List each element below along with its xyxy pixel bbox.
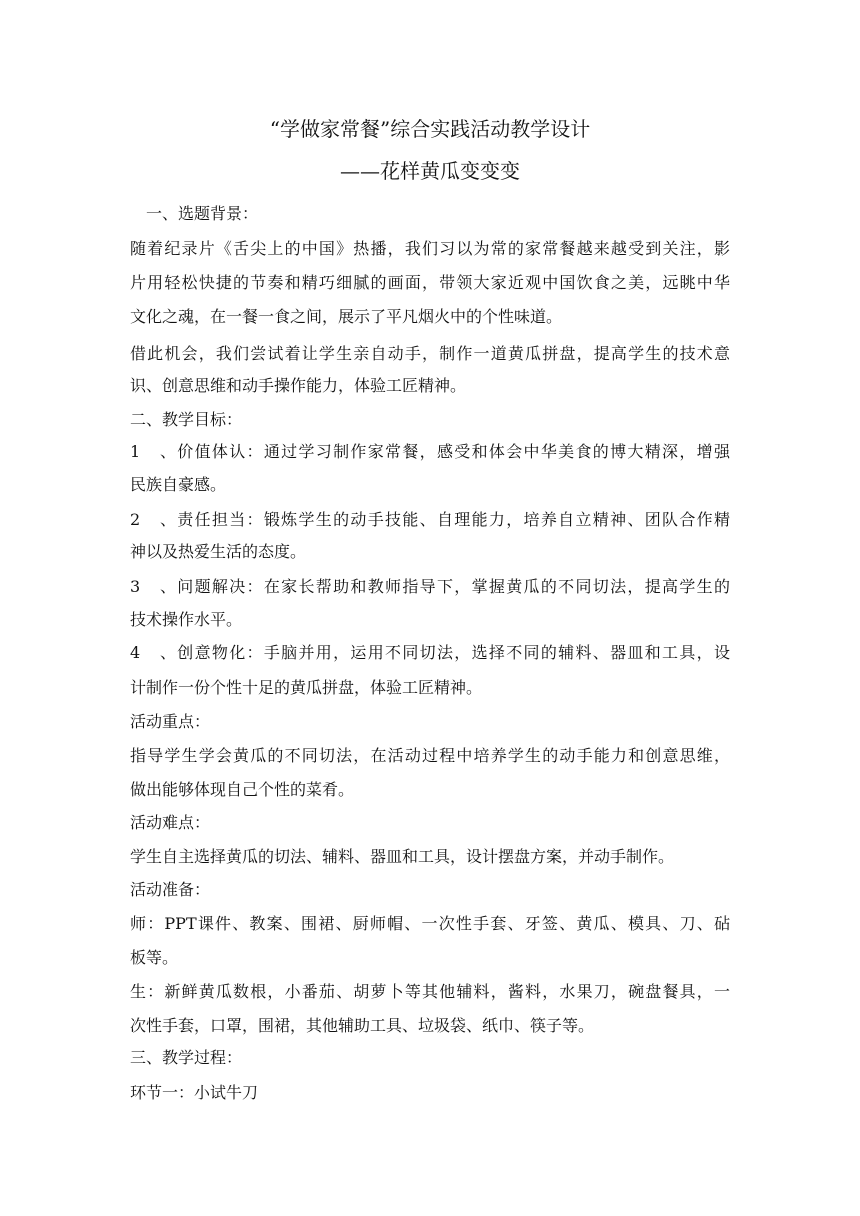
paragraph-line: 生：新鲜黄瓜数根，小番茄、胡萝卜等其他辅料，酱料，水果刀，碗盘餐具，一 xyxy=(130,982,730,1001)
goal-text: 价值体认：通过学习制作家常餐，感受和体会中华美食的博大精深，增强 xyxy=(176,442,730,461)
section-heading-goals: 二、教学目标： xyxy=(130,410,243,429)
heading-preparation: 活动准备： xyxy=(130,880,211,899)
paragraph-line: 次性手套，口罩，围裙，其他辅助工具、垃圾袋、纸巾、筷子等。 xyxy=(130,1016,595,1035)
goal-text: 创意物化：手脑并用，运用不同切法，选择不同的辅料、器皿和工具，设 xyxy=(176,643,730,662)
paragraph-line: 指导学生学会黄瓜的不同切法，在活动过程中培养学生的动手能力和创意思维， xyxy=(130,746,730,765)
document-subtitle: ——花样黄瓜变变变 xyxy=(340,159,520,183)
paragraph-line: 片用轻松快捷的节奏和精巧细腻的画面，带领大家近观中国饮食之美，远眺中华 xyxy=(130,273,730,292)
section-heading-process: 三、教学过程： xyxy=(130,1048,243,1067)
heading-key-points: 活动重点： xyxy=(130,712,211,731)
goal-item xyxy=(130,576,730,598)
goal-item xyxy=(130,642,730,664)
section-heading-background: 一、选题背景： xyxy=(146,204,259,223)
goal-item xyxy=(130,441,730,463)
paragraph-line: 师：PPT课件、教案、围裙、厨师帽、一次性手套、牙签、黄瓜、模具、刀、砧 xyxy=(130,914,730,933)
paragraph-line: 借此机会，我们尝试着让学生亲自动手，制作一道黄瓜拼盘，提高学生的技术意 xyxy=(130,344,730,363)
goal-number: 4、 xyxy=(130,643,176,662)
paragraph-line: 板等。 xyxy=(130,948,179,967)
goal-number: 2、 xyxy=(130,510,176,529)
goal-item-continued: 技术操作水平。 xyxy=(130,610,243,629)
goal-number: 1、 xyxy=(130,442,176,461)
paragraph-line: 随着纪录片《舌尖上的中国》热播，我们习以为常的家常餐越来越受到关注，影 xyxy=(130,239,730,258)
goal-text: 责任担当：锻炼学生的动手技能、自理能力，培养自立精神、团队合作精 xyxy=(176,510,730,529)
goal-item-continued: 民族自豪感。 xyxy=(130,475,227,494)
step-heading: 环节一：小试牛刀 xyxy=(130,1083,259,1102)
paragraph-line: 文化之魂，在一餐一食之间，展示了平凡烟火中的个性味道。 xyxy=(130,307,563,326)
heading-difficulties: 活动难点： xyxy=(130,813,211,832)
goal-item xyxy=(130,509,730,531)
goal-text: 问题解决：在家长帮助和教师指导下，掌握黄瓜的不同切法，提高学生的 xyxy=(176,577,730,596)
paragraph-line: 识、创意思维和动手操作能力，体验工匠精神。 xyxy=(130,376,467,395)
document-title: “学做家常餐”综合实践活动教学设计 xyxy=(269,117,591,141)
goal-item-continued: 神以及热爱生活的态度。 xyxy=(130,542,307,561)
goal-number: 3、 xyxy=(130,577,176,596)
paragraph-line: 做出能够体现自己个性的菜肴。 xyxy=(130,780,355,799)
paragraph-line: 学生自主选择黄瓜的切法、辅料、器皿和工具，设计摆盘方案，并动手制作。 xyxy=(130,847,675,866)
goal-item-continued: 计制作一份个性十足的黄瓜拼盘，体验工匠精神。 xyxy=(130,678,483,697)
